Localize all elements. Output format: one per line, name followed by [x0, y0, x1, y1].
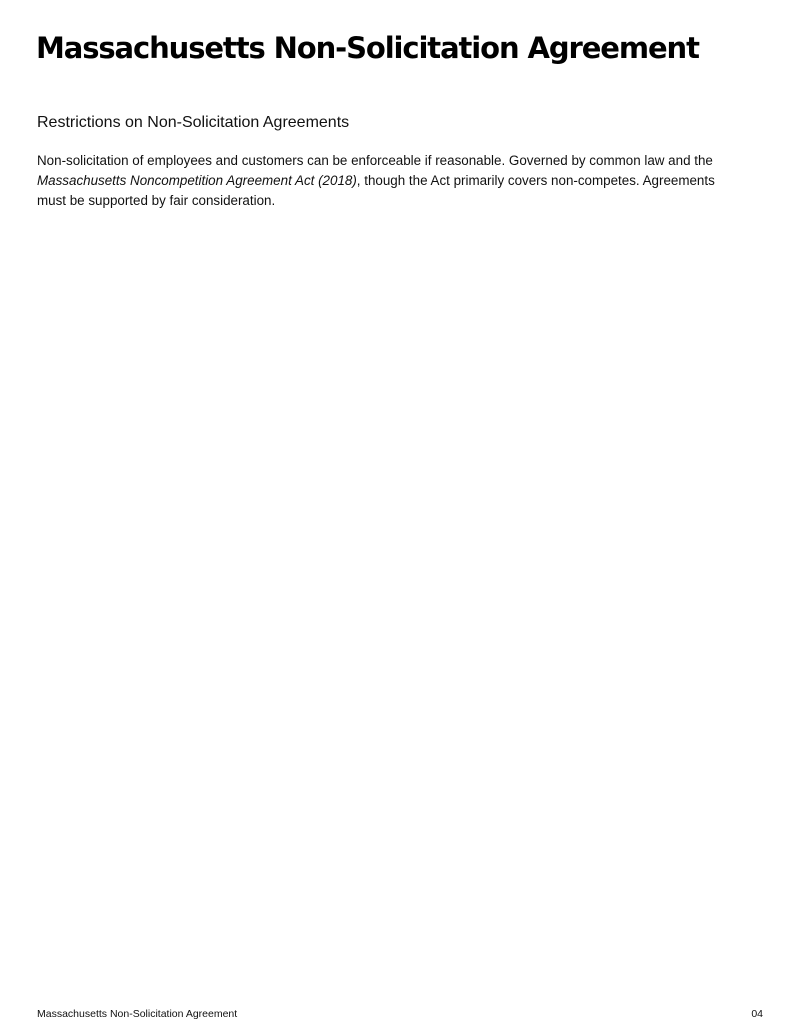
- footer-document-name: Massachusetts Non-Solicitation Agreement: [37, 1008, 238, 1020]
- act-citation: Massachusetts Noncompetition Agreement Act (2018): [37, 173, 357, 188]
- section-heading: Restrictions on Non-Solicitation Agreements: [37, 114, 350, 131]
- paragraph-text-part-2: , though the Act primarily covers non-competes. Agreements must be supported by fair consideration.: [37, 173, 715, 208]
- paragraph-text-part-1: Non-solicitation of employees and customers can be enforceable if reasonable. Governed by common law and the: [37, 153, 713, 168]
- body-paragraph: [37, 151, 727, 211]
- page-title: Massachusetts Non-Solicitation Agreement: [36, 31, 699, 65]
- page-number: 04: [751, 1008, 763, 1020]
- page-footer: [37, 1007, 763, 1021]
